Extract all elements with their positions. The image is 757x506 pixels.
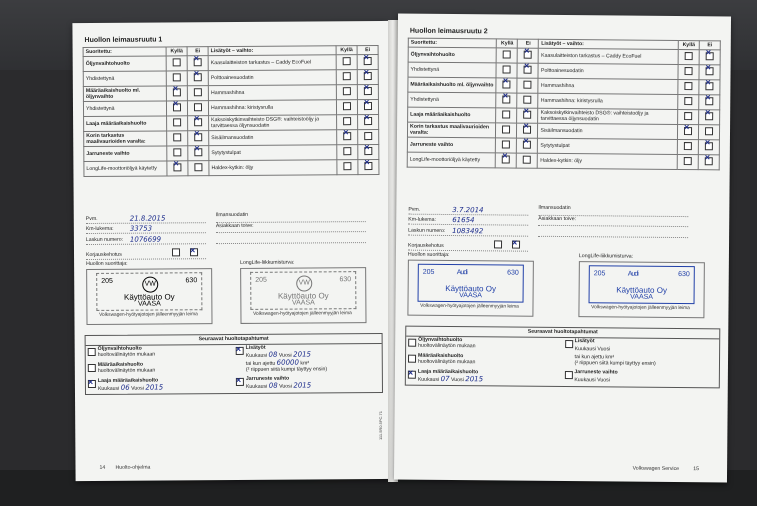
footer-text: Huolto-ohjelma	[115, 464, 151, 471]
service-item-label: LongLife-moottoriöljyä käytetty	[84, 161, 167, 177]
stamp-number-left: 205	[422, 268, 435, 276]
brake-month: 08	[268, 381, 278, 390]
service-form	[408, 204, 528, 252]
service-no-checkbox[interactable]	[194, 133, 202, 141]
km-value: 33753	[129, 224, 153, 233]
date-value: 3.7.2014	[452, 205, 484, 214]
extra-yes-checkbox[interactable]	[685, 52, 693, 60]
extra-work-label: Lisätyöt	[245, 344, 266, 351]
extra-no-checkbox[interactable]	[706, 52, 714, 60]
extra-no-checkbox[interactable]	[364, 57, 372, 65]
km-driven-value: 60000	[276, 358, 299, 367]
extra-month-label: Kuukausi	[245, 352, 268, 359]
page-title: Huollon leimausruutu 1	[84, 36, 163, 45]
service-no-checkbox[interactable]	[194, 118, 202, 126]
service-page-left	[72, 21, 391, 481]
service-yes-checkbox[interactable]	[502, 125, 510, 133]
extra-year-label: Vuosi	[278, 352, 292, 359]
extra-no-checkbox[interactable]	[705, 97, 713, 105]
stamp-caption: Volkswagen-hyötyajotojen jälleenmyyjän leima	[420, 303, 519, 310]
extra-yes-checkbox[interactable]	[343, 57, 351, 65]
service-item-label: Määräaikaishuolto ml. öljynvaihto	[408, 77, 497, 93]
stamp-caption: Volkswagen-hyötyajotojen jälleenmyyjän leima	[591, 305, 690, 312]
print-code: 111.5R0.5PC.71	[378, 411, 383, 440]
extra-work-item-label: Sisäilmansuodatin	[538, 123, 678, 139]
invoice-label: Laskun numero:	[408, 227, 446, 234]
large-service-label: Laaja määräaikaishuolto	[417, 368, 479, 376]
checkbox-cell	[336, 70, 357, 85]
audi-logo-icon: Audi	[627, 270, 638, 278]
checkbox-cell	[167, 131, 188, 146]
checkbox-cell	[187, 71, 208, 86]
extra-no-checkbox[interactable]	[364, 117, 372, 125]
stamp-caption: Volkswagen-hyötyajotojen jälleenmyyjän leima	[99, 312, 198, 318]
checkbox-cell	[677, 124, 698, 139]
checkbox-cell	[167, 161, 188, 176]
service-item-label: Öljynvaihtohuolto	[83, 56, 166, 72]
large-service-checkbox[interactable]	[408, 371, 416, 379]
brake-fluid-label: Jarruneste vaihto	[574, 369, 618, 376]
extra-work-item-label: Hammashihna: kiristysrulla	[538, 93, 678, 109]
service-no-checkbox[interactable]	[523, 141, 531, 149]
brake-year: 2015	[293, 381, 312, 390]
next-services-title: Seuraavat huoltotapahtumat	[406, 327, 719, 340]
checkbox-cell	[358, 114, 379, 129]
stamp-number-right: 630	[185, 277, 198, 285]
service-item-label: Korin tarkastus maalivaurioiden varalta:	[407, 122, 496, 138]
invoice-label: Laskun numero:	[85, 236, 124, 243]
checkbox-cell	[337, 160, 358, 175]
extra-yes-checkbox[interactable]	[343, 147, 351, 155]
extra-no-checkbox[interactable]	[364, 102, 372, 110]
checkbox-cell	[496, 93, 517, 108]
year-label: Vuosi	[131, 385, 144, 392]
page-title: Huollon leimausruutu 2	[409, 27, 488, 36]
stamp-caption: Volkswagen-hyötyajotojen jälleenmyyjän leima	[253, 311, 352, 317]
extra-yes-checkbox[interactable]	[343, 132, 351, 140]
next-services-title: Seuraavat huoltotapahtumat	[86, 334, 382, 346]
extra-year: 2015	[293, 350, 312, 359]
km-unit: km²	[300, 360, 310, 367]
service-item-label: Korin tarkastus maalivaurioiden varalta:	[84, 131, 167, 147]
date-label: Pvm.	[85, 215, 98, 222]
checkbox-cell	[678, 65, 699, 80]
checkbox-cell	[517, 153, 538, 168]
stamp-dealer-name: Käyttöauto Oy	[277, 291, 329, 301]
body-repair-label: Korjauskehotus	[86, 251, 122, 258]
service-item-label: Määräaikaishuolto ml. öljynvaihto	[83, 86, 166, 102]
periodic-service-sub: huoltovälinäytön mukaan	[97, 367, 156, 374]
body-repair-yes-checkbox[interactable]	[494, 240, 502, 248]
checkbox-cell	[188, 161, 209, 176]
extra-yes-checkbox[interactable]	[684, 112, 692, 120]
extra-no-checkbox[interactable]	[364, 147, 372, 155]
checkbox-cell	[678, 80, 699, 95]
customer-wish-label: Asiakkaan toive:	[538, 215, 688, 227]
vw-logo-icon: VW	[142, 277, 158, 293]
large-service-year: 2015	[145, 383, 164, 392]
extra-yes-checkbox[interactable]	[684, 97, 692, 105]
stamp-city: VAASA	[137, 300, 161, 308]
extra-work-item-label: Polttoainesuodatin	[538, 63, 678, 79]
large-service-month-label: Kuukausi	[97, 385, 120, 392]
service-no-checkbox[interactable]	[194, 103, 202, 111]
service-yes-checkbox[interactable]	[173, 133, 181, 141]
service-item-label: Jarruneste vaihto	[84, 146, 167, 162]
extra-work-item-label: Hammashihna	[538, 78, 678, 94]
longlife-stamp	[589, 265, 695, 304]
extra-no-checkbox[interactable]	[364, 87, 372, 95]
stamp-dealer-name: Käyttöauto Oy	[445, 283, 497, 294]
service-yes-checkbox[interactable]	[503, 80, 511, 88]
longlife-label: LongLife-liikkumisturva:	[578, 253, 634, 260]
service-item-label: Yhdistettynä	[408, 92, 497, 108]
air-filter-label: Ilmansuodatin	[538, 205, 688, 217]
extra-work-header: Lisätyöt – vaihto:	[539, 39, 679, 49]
page-number: 15	[693, 466, 700, 473]
extra-yes-checkbox[interactable]	[685, 67, 693, 75]
extra-yes-checkbox[interactable]	[343, 117, 351, 125]
stamp-city: VAASA	[291, 299, 315, 307]
km-label: Km-lukema:	[408, 216, 436, 223]
no-header: Ei	[699, 41, 720, 50]
service-yes-checkbox[interactable]	[173, 148, 181, 156]
oil-service-sub: huoltovälinäytön mukaan	[97, 351, 156, 358]
oil-service-checkbox[interactable]	[88, 348, 96, 356]
periodic-service-checkbox[interactable]	[88, 364, 96, 372]
extra-form	[538, 205, 688, 238]
yes-header: Kyllä	[166, 47, 187, 56]
checkbox-cell	[698, 155, 719, 170]
large-service-month: 06	[120, 383, 130, 392]
service-item-label: Laaja määräaikaishuolto	[84, 116, 167, 132]
service-item-label: LongLife-moottoriöljyä käytetty	[407, 152, 496, 168]
checkbox-cell	[496, 123, 517, 138]
checkbox-cell	[517, 78, 538, 93]
checkbox-cell	[188, 146, 209, 161]
yes-header: Kyllä	[678, 41, 699, 50]
service-yes-checkbox[interactable]	[173, 88, 181, 96]
service-form	[86, 212, 206, 259]
extra-work-item-label: Hammashihna	[208, 85, 336, 101]
extra-yes-checkbox[interactable]	[684, 127, 692, 135]
extra-month: 08	[268, 350, 278, 359]
yes-header: Kyllä	[336, 46, 357, 55]
longlife-label: LongLife-liikkumisturva:	[240, 259, 295, 266]
checkbox-cell	[677, 154, 698, 169]
brake-fluid-label: Jarruneste vaihto	[245, 375, 290, 382]
checkbox-cell	[337, 130, 358, 145]
service-provider-label: Huollon suorittaja:	[407, 251, 450, 259]
checkbox-cell	[336, 100, 357, 115]
no-header: Ei	[357, 45, 378, 54]
extra-work-item-label: Haldex-kytkin: öljy	[538, 153, 678, 169]
km-note: (² riippuen siitä kumpi täyttyy ensin)	[574, 360, 656, 367]
km-unit: km²	[605, 354, 615, 361]
extra-month-label: Kuukausi	[574, 346, 596, 353]
invoice-value: 1076699	[129, 234, 162, 244]
service-no-checkbox[interactable]	[524, 111, 532, 119]
next-services-box	[85, 333, 383, 395]
stamp-number-left: 205	[101, 277, 113, 285]
service-yes-checkbox[interactable]	[502, 140, 510, 148]
service-no-checkbox[interactable]	[194, 58, 202, 66]
extra-work-item-label: Hammashihna: kiristysrulla	[208, 100, 336, 116]
service-no-checkbox[interactable]	[524, 81, 532, 89]
periodic-service-label: Määräaikaishuolto	[97, 361, 144, 368]
extra-yes-checkbox[interactable]	[684, 142, 692, 150]
stamp-number-right: 630	[339, 276, 352, 284]
extra-yes-checkbox[interactable]	[343, 102, 351, 110]
service-no-checkbox[interactable]	[524, 96, 532, 104]
stamp-number-right: 630	[678, 271, 690, 279]
checkbox-cell	[336, 85, 357, 100]
extra-no-checkbox[interactable]	[705, 157, 713, 165]
service-yes-checkbox[interactable]	[173, 163, 181, 171]
stamp-dealer-name: Käyttöauto Oy	[616, 285, 668, 295]
extra-work-item-label: Kaksoiskytkinvaihteisto DSG®: vaihteistoöljy ja tarvittaessa öljynsuodatin	[209, 115, 337, 131]
brake-fluid-checkbox[interactable]	[236, 378, 244, 386]
extra-no-checkbox[interactable]	[364, 132, 372, 140]
extra-work-item-label: Haldex-kytkin: öljy	[209, 160, 337, 176]
service-table	[83, 45, 380, 177]
checkbox-cell	[517, 138, 538, 153]
extra-work-checkbox[interactable]	[236, 347, 244, 355]
service-no-checkbox[interactable]	[194, 73, 202, 81]
extra-yes-checkbox[interactable]	[343, 162, 351, 170]
km-driven-label: tai kun ajettu	[245, 360, 276, 367]
no-header: Ei	[187, 47, 208, 56]
date-value: 21.8.2015	[129, 213, 166, 223]
oil-service-sub: huoltovälinäytön mukaan	[418, 342, 476, 350]
brake-year-label: Vuosi	[597, 377, 610, 384]
extra-work-header: Lisätyöt – vaihto:	[208, 46, 336, 56]
extra-work-item-label: Sytytystulpat	[209, 145, 337, 161]
extra-yes-checkbox[interactable]	[343, 72, 351, 80]
brake-month-label: Kuukausi	[245, 383, 268, 390]
service-item-label: Öljynvaihtohuolto	[408, 47, 497, 63]
service-yes-checkbox[interactable]	[173, 103, 181, 111]
extra-no-checkbox[interactable]	[706, 67, 714, 75]
service-item-label: Laaja määräaikaishuolto	[408, 107, 497, 123]
extra-work-label: Lisätyöt	[574, 338, 595, 345]
periodic-service-label: Määräaikaishuolto	[418, 352, 464, 360]
stamp-number-left: 205	[255, 276, 267, 284]
service-yes-checkbox[interactable]	[173, 73, 181, 81]
checkbox-cell	[167, 116, 188, 131]
extra-yes-checkbox[interactable]	[684, 157, 692, 165]
service-yes-checkbox[interactable]	[503, 110, 511, 118]
performed-header: Suoritettu:	[408, 38, 497, 48]
checkbox-cell	[496, 153, 517, 168]
brake-year-label: Vuosi	[279, 383, 292, 390]
large-service-month: 07	[440, 374, 450, 384]
extra-form	[216, 211, 366, 244]
extra-yes-checkbox[interactable]	[343, 87, 351, 95]
date-label: Pvm.	[408, 206, 421, 213]
checkbox-cell	[517, 63, 538, 78]
dealer-stamp	[96, 272, 202, 311]
year-label: Vuosi	[450, 377, 464, 384]
large-service-year: 2015	[465, 375, 484, 384]
extra-work-item-label: Kaasulaitteiston tarkastus – Caddy EcoFuel	[539, 48, 679, 64]
vw-logo-icon: VW	[296, 275, 312, 291]
extra-yes-checkbox[interactable]	[684, 82, 692, 90]
checkbox-cell	[496, 108, 517, 123]
performed-header: Suoritettu:	[83, 47, 166, 57]
stamp-city: VAASA	[459, 292, 483, 300]
oil-service-checkbox[interactable]	[408, 339, 416, 347]
next-services-box	[405, 326, 721, 389]
service-no-checkbox[interactable]	[524, 51, 532, 59]
checkbox-cell	[678, 95, 699, 110]
longlife-stamp	[250, 271, 356, 310]
extra-no-checkbox[interactable]	[364, 72, 372, 80]
brake-fluid-checkbox[interactable]	[564, 371, 572, 379]
stamp-number-right: 630	[507, 269, 519, 277]
large-service-label: Laaja määräaikaishuolto	[97, 377, 159, 384]
body-repair-yes-checkbox[interactable]	[172, 248, 180, 256]
footer-text: Volkswagen Service	[632, 465, 680, 473]
service-yes-checkbox[interactable]	[503, 95, 511, 103]
service-no-checkbox[interactable]	[524, 66, 532, 74]
service-item-label: Jarruneste vaihto	[407, 137, 496, 153]
audi-logo-icon: Audi	[456, 269, 467, 277]
large-service-checkbox[interactable]	[88, 380, 96, 388]
service-yes-checkbox[interactable]	[503, 65, 511, 73]
table-row	[407, 152, 719, 170]
extra-no-checkbox[interactable]	[364, 162, 372, 170]
invoice-value: 1083492	[452, 226, 484, 235]
extra-no-checkbox[interactable]	[705, 142, 713, 150]
air-filter-label: Ilmansuodatin	[216, 211, 366, 223]
extra-no-checkbox[interactable]	[705, 127, 713, 135]
body-repair-label: Korjauskehotus	[407, 242, 444, 249]
service-yes-checkbox[interactable]	[173, 58, 181, 66]
service-table	[407, 38, 721, 171]
km-label: Km-lukema:	[85, 225, 114, 233]
periodic-service-sub: huoltovälinäytön mukaan	[417, 358, 476, 366]
extra-work-item-label: Polttoainesuodatin	[208, 70, 336, 86]
oil-service-label: Öljynvaihtohuolto	[97, 345, 142, 352]
checkbox-cell	[166, 56, 187, 71]
km-note: (² riippuen siitä kumpi täyttyy ensin)	[245, 366, 328, 373]
checkbox-cell	[337, 145, 358, 160]
checkbox-cell	[497, 48, 518, 63]
periodic-service-checkbox[interactable]	[408, 355, 416, 363]
checkbox-cell	[187, 86, 208, 101]
service-item-label: Yhdistettynä	[83, 101, 166, 117]
no-header: Ei	[518, 39, 539, 48]
service-yes-checkbox[interactable]	[502, 155, 510, 163]
service-item-label: Yhdistettynä	[83, 71, 166, 87]
stamp-dealer-name: Käyttöauto Oy	[123, 292, 175, 302]
extra-work-checkbox[interactable]	[565, 340, 573, 348]
body-repair-no-checkbox[interactable]	[512, 240, 520, 248]
service-no-checkbox[interactable]	[194, 163, 202, 171]
checkbox-cell	[678, 50, 699, 65]
body-repair-no-checkbox[interactable]	[190, 248, 198, 256]
checkbox-cell	[358, 159, 379, 174]
checkbox-cell	[336, 55, 357, 70]
checkbox-cell	[699, 110, 720, 125]
service-no-checkbox[interactable]	[523, 156, 531, 164]
customer-wish-label: Asiakkaan toive:	[216, 222, 366, 234]
service-yes-checkbox[interactable]	[503, 50, 511, 58]
extra-work-item-label: Sytytystulpat	[538, 138, 678, 154]
checkbox-cell	[166, 101, 187, 116]
oil-service-label: Öljynvaihtohuolto	[418, 336, 463, 344]
service-item-label: Yhdistettynä	[408, 62, 497, 78]
large-service-month-label: Kuukausi	[417, 376, 440, 383]
service-page-right	[394, 14, 731, 483]
service-yes-checkbox[interactable]	[173, 118, 181, 126]
km-driven-label: tai kun ajettu	[574, 354, 604, 361]
service-no-checkbox[interactable]	[523, 126, 531, 134]
extra-year-label: Vuosi	[597, 346, 611, 353]
extra-work-item-label: Kaasulaitteiston tarkastus – Caddy EcoFuel	[208, 55, 336, 71]
extra-work-item-label: Sisäilmansuodatin	[209, 130, 337, 146]
service-provider-label: Huollon suorittaja:	[86, 260, 128, 268]
stamp-number-left: 205	[593, 270, 606, 278]
extra-work-item-label: Kaksoiskytkinvaihteisto DSG®: vaihteistoöljy ja tarvittaessa öljynsuodatin	[538, 108, 678, 124]
brake-month-label: Kuukausi	[574, 377, 596, 384]
checkbox-cell	[677, 139, 698, 154]
yes-header: Kyllä	[497, 39, 518, 48]
extra-no-checkbox[interactable]	[705, 82, 713, 90]
service-no-checkbox[interactable]	[194, 88, 202, 96]
km-value: 61654	[452, 216, 475, 225]
table-row	[84, 159, 379, 176]
stamp-city: VAASA	[630, 293, 654, 301]
extra-no-checkbox[interactable]	[705, 112, 713, 120]
page-number: 14	[99, 464, 106, 471]
service-no-checkbox[interactable]	[194, 148, 202, 156]
dealer-stamp	[418, 264, 524, 303]
